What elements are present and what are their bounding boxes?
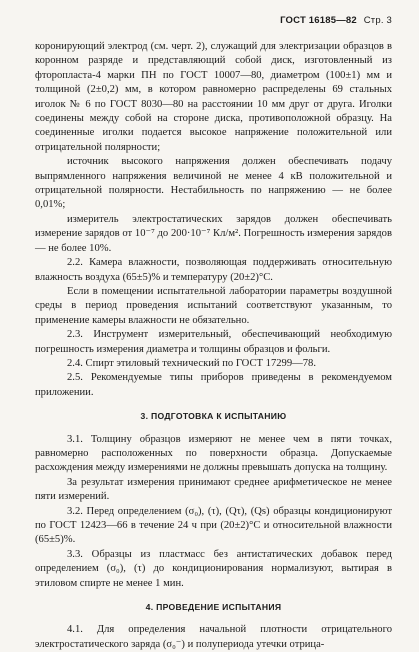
- paragraph: 2.4. Спирт этиловый технический по ГОСТ 17299—78.: [67, 357, 316, 369]
- paragraph: коронирующий электрод (см. черт. 2), служащий для электризации образцов в коронном разряде и представляющий собой диск, изготовленный из фторопласта-4 марки ПН по ГОСТ 10007—80, диаметром (100±1) мм и толщиной (2±0,2) мм, в котором равномерно распределены 69 стальных иголок № 6 по ГОСТ 8030—80 на расстоянии 10 мм друг от друга. Иголки соединены между собой на стороне диска, противоположной образцу. На соединенные иголки подается высокое напряжение положительной или отрицательной полярности;: [35, 41, 392, 153]
- paragraph: 2.3. Инструмент измерительный, обеспечивающий необходимую погрешность измерения диаметра и толщины образцов и фольги.: [35, 329, 392, 355]
- standard-number: ГОСТ 16185—82: [280, 15, 357, 26]
- section-heading: 3. ПОДГОТОВКА К ИСПЫТАНИЮ: [140, 411, 287, 422]
- section-heading: 4. ПРОВЕДЕНИЕ ИСПЫТАНИЯ: [145, 602, 282, 613]
- paragraph: 2.5. Рекомендуемые типы приборов приведены в рекомендуемом приложении.: [35, 372, 392, 398]
- paragraph: 2.2. Камера влажности, позволяющая поддерживать относительную влажность воздуха (65±5)% и температуру (20±2)°С.: [35, 257, 392, 283]
- paragraph: 3.3. Образцы из пластмасс без антистатических добавок перед определением (σ₀), (τ) до кондиционирования нормализуют, вытирая в этиловом спирте не менее 1 мин.: [35, 548, 392, 589]
- paragraph: 3.2. Перед определением (σ₀), (τ), (Qτ), (Qs) образцы кондиционируют по ГОСТ 12423—66 в течение 24 ч при (20±2)°С и относительной влажности (65±5)%.: [35, 505, 392, 546]
- page-header: [280, 15, 392, 26]
- paragraph: За результат измерения принимают среднее арифметическое не менее пяти измерений.: [35, 476, 392, 503]
- page-number: Стр. 3: [363, 15, 392, 26]
- paragraph: источник высокого напряжения должен обеспечивать подачу выпрямленного напряжения величиной не менее 4 кВ положительной и отрицательной полярности. Нестабильность по напряжению — не более 0,01%;: [35, 156, 392, 211]
- paragraph: 3.1. Толщину образцов измеряют не менее чем в пяти точках, равномерно расположенных по поверхности образца. Допускаемые расхождения между измерениями не должны превышать допуска на толщину.: [35, 433, 392, 474]
- document-body: [35, 40, 392, 652]
- paragraph: Если в помещении испытательной лаборатории параметры воздушной среды в период проведения испытаний соответствуют указанным, то применение камеры влажности не обязательно.: [35, 285, 392, 326]
- paragraph: 4.1. Для определения начальной плотности отрицательного электростатического заряда (σ₀⁻) и полупериода утечки отрица-: [35, 624, 392, 650]
- paragraph: измеритель электростатических зарядов должен обеспечивать измерение зарядов от 10⁻⁷ до 200·10⁻⁷ Кл/м². Погрешность измерения зарядов — не более 10%.: [35, 213, 392, 254]
